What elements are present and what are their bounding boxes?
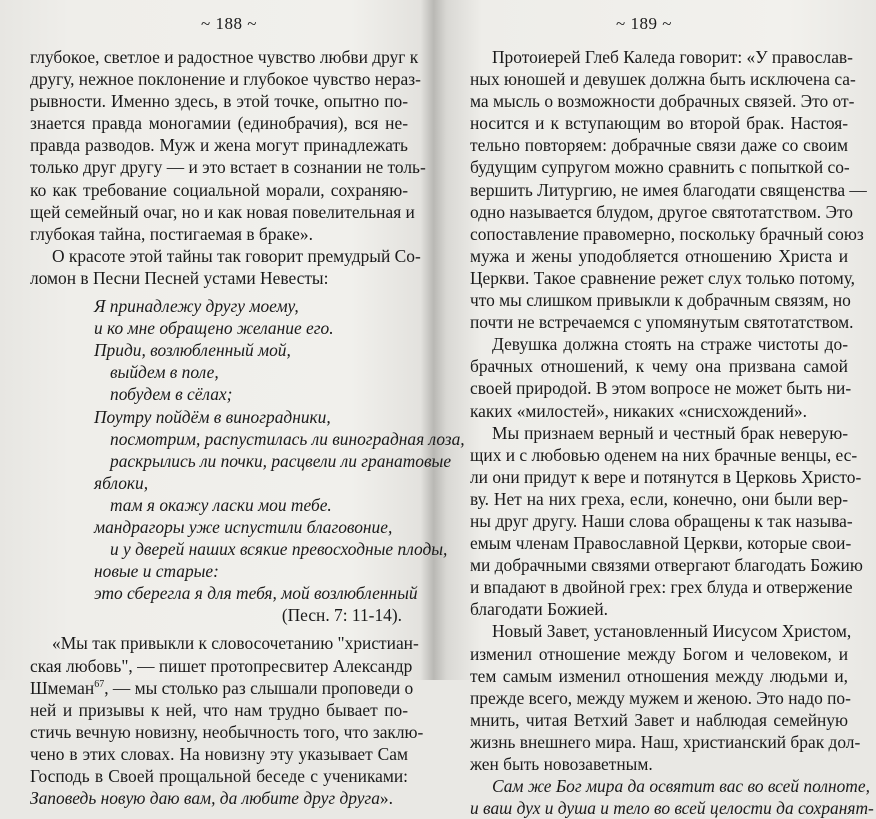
text-line: ных юношей и девушек должна быть исключена са- — [470, 69, 856, 90]
scripture-quote: Сам же Бог мира да освятит вас во всей полноте, — [492, 776, 870, 797]
verse-line: яблоки, — [94, 472, 149, 493]
text-line: сопоставление правомерно, поскольку брачный союз — [470, 223, 864, 244]
text-line: щей семейный очаг, но и как новая повелительная и — [30, 201, 415, 222]
text-line: своей природой. В этом вопросе не может быть ни- — [470, 378, 852, 399]
text-line: одно называется блудом, другое святотатством. Это — [470, 201, 854, 222]
text-line: «Мы так привыкли к словосочетанию "христиан- — [52, 633, 419, 654]
text-fragment: ». — [379, 788, 393, 809]
text-line: мужа и жены уподобляется отношению Христа и — [470, 245, 848, 266]
right-page — [438, 0, 876, 819]
scripture-quote: Заповедь новую даю вам, да любите друг друга — [30, 788, 380, 809]
left-page-text — [30, 46, 465, 809]
text-line: ми добрачными связями отвергают благодать Божию — [470, 555, 863, 576]
text-line: ны друг другу. Наши слова обращены к так называ- — [470, 510, 853, 531]
verse-line: и у дверей наших всякие превосходные плоды, — [110, 539, 448, 560]
scripture-quote: и ваш дух и душа и тело во всей целости да сохранят- — [470, 798, 874, 819]
text-line: Новый Завет, установленный Иисусом Христом, — [492, 621, 852, 642]
text-line: Девушка должна стоять на страже чистоты до- — [492, 334, 848, 355]
text-line: только друг другу — и это встает в сознании не толь- — [30, 157, 426, 178]
verse-line: там я окажу ласки мои тебе. — [110, 494, 332, 515]
verse-line: раскрылись ли почки, расцвели ли гранатовые — [110, 450, 452, 471]
text-line: вершить Литургию, не имея благодати священства — — [470, 179, 867, 200]
page-number: ~ 188 ~ — [201, 14, 257, 33]
text-line: и впадают в двойной грех: грех блуда и отвержение — [470, 577, 853, 598]
text-line: тельно повторяем: добрачные связи даже со своим — [470, 135, 848, 156]
text-line: ко как требование социальной морали, сохраняю- — [30, 179, 408, 200]
text-line: Мы признаем верный и честный брак неверую- — [492, 422, 848, 443]
text-line: рывности. Именно здесь, в этой точке, опытно по- — [30, 91, 408, 112]
verse-line: Приди, возлюбленный мой, — [94, 340, 291, 361]
footnote-reference: 67 — [94, 678, 105, 690]
text-line: стичь вечную новизну, необычность того, что заклю- — [30, 721, 424, 742]
text-line: носится и к вступающим во второй брак. Настоя- — [470, 113, 848, 134]
text-line: О красоте этой тайны так говорит премудрый Со- — [52, 245, 421, 266]
verse-line: и ко мне обращено желание его. — [94, 318, 334, 339]
text-line: ли они придут к вере и потянутся в Церковь Христо- — [470, 466, 862, 487]
verse-line: побудем в сёлах; — [110, 384, 233, 405]
verse-line: Поутру пойдём в виноградники, — [94, 406, 331, 427]
text-line: будущим супругом можно сравнить с попыткой со- — [470, 157, 850, 178]
text-line: знается правда моногамии (единобрачия), вся не- — [30, 113, 408, 134]
author-name: Шмеман — [30, 677, 95, 698]
verse-line: это сберегла я для тебя, мой возлюбленный — [94, 583, 418, 604]
text-line — [30, 677, 414, 699]
text-line: Протоиерей Глеб Каледа говорит: «У православ- — [492, 47, 853, 67]
verse-line: посмотрим, распустилась ли виноградная лоза, — [110, 428, 465, 449]
text-line: тем самым изменил отношения между людьми и, — [470, 665, 848, 686]
text-line: глубокое, светлое и радостное чувство любви друг к — [30, 47, 419, 67]
text-line: емым членам Православной Церкви, которые свои- — [470, 533, 852, 554]
text-line: что мы слишком привыкли к добрачным связям, но — [470, 290, 851, 311]
text-line: каких «милостей», никаких «снисхождений». — [470, 400, 807, 421]
page-number: ~ 189 ~ — [616, 14, 672, 33]
text-line: Господь в Своей прощальной беседе с учениками: — [30, 766, 408, 786]
text-line: почти не встречаемся с упомянутым святотатством. — [470, 312, 854, 333]
text-line: ская любовь", — пишет протопресвитер Александр — [30, 655, 413, 676]
verse-line: Я принадлежу другу моему, — [94, 296, 299, 317]
text-line: благодати Божией. — [470, 599, 609, 620]
text-line — [30, 787, 408, 809]
verse-line: выйдем в поле, — [110, 362, 219, 383]
verse-citation: (Песн. 7: 11-14). — [281, 605, 402, 626]
text-line: ма мысль о возможности добрачных связей. Это от- — [470, 91, 855, 112]
right-page-text — [470, 46, 874, 819]
text-fragment: , — мы столько раз слышали проповеди о — [104, 677, 414, 698]
text-line: щих и с любовью оденем на них брачные венцы, ес- — [470, 444, 858, 465]
text-line: жизнь внешнего мира. Наш, христианский брак дол- — [470, 731, 861, 752]
text-line: жен быть новозаветным. — [470, 754, 653, 774]
text-line: Церкви. Такое сравнение режет слух только потому, — [470, 267, 856, 288]
text-line: мнить, читая Ветхий Завет и наблюдая семейную — [470, 709, 848, 730]
text-line: ву. Нет на них греха, если, конечно, они были вер- — [470, 488, 848, 509]
text-line: чено в этих словах. На новизну эту указывает Сам — [30, 743, 408, 764]
text-line: изменил отношение между Богом и человеком, и — [470, 643, 848, 664]
text-line: глубокая тайна, постигаемая в браке». — [30, 223, 313, 244]
verse-line: новые и старые: — [94, 561, 219, 582]
text-line: прежде всего, между мужем и женою. Это надо по- — [470, 687, 851, 708]
text-line: правда разводов. Муж и жена могут принадлежать — [30, 135, 408, 156]
text-line: другу, нежное поклонение и глубокое чувство нераз- — [30, 69, 421, 90]
text-line: ломон в Песни Песней устами Невесты: — [30, 267, 329, 288]
text-line: брачных отношений, к чему она призвана самой — [470, 356, 848, 377]
text-line: ней и призывы к ней, что нам трудно бывает по- — [30, 699, 408, 720]
verse-line: мандрагоры уже испустили благовоние, — [94, 516, 393, 537]
